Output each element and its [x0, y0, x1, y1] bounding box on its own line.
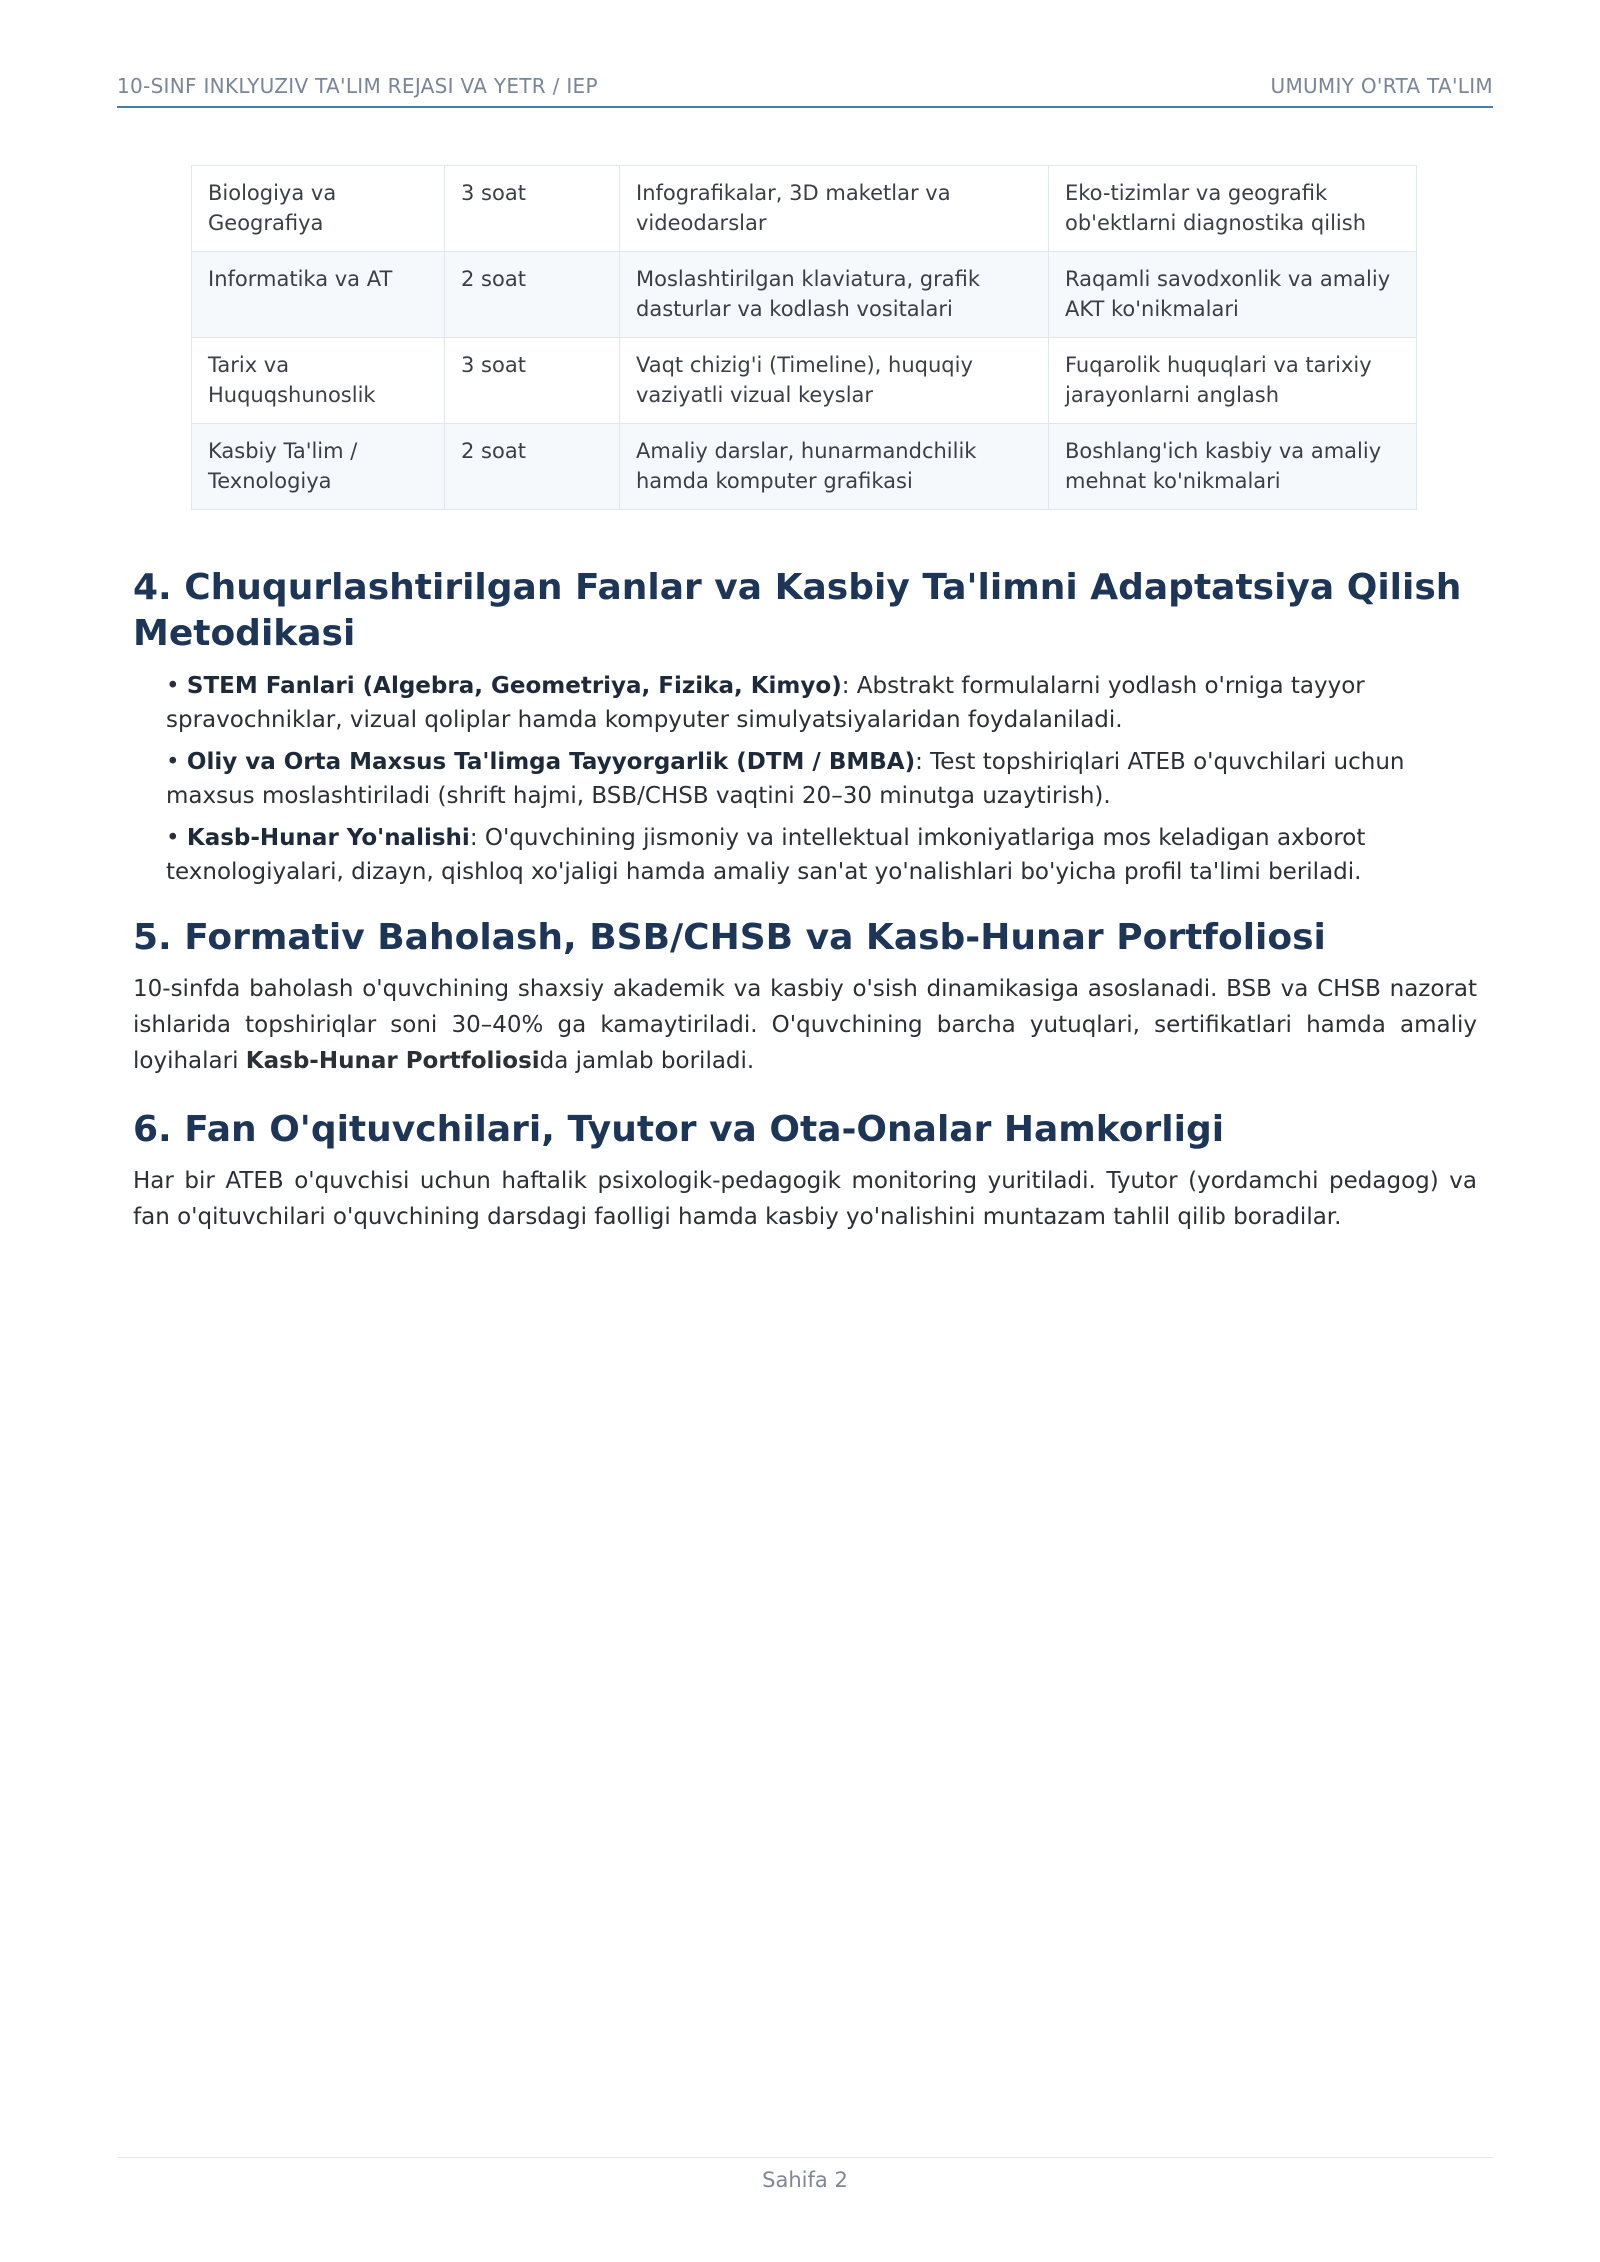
bullet-item: • Oliy va Orta Maxsus Ta'limga Tayyorgarlik (DTM / BMBA): Test topshiriqlari ATEB o'quvchilari uchun maxsus moslashtiriladi (shrift hajmi, BSB/CHSB vaqtini 20–30 minutga uzaytirish). [166, 749, 1405, 809]
section-6-heading: 6. Fan O'qituvchilari, Tyutor va Ota-Onalar Hamkorligi [133, 1109, 1225, 1150]
table-row [192, 166, 1417, 252]
table-cell-goal: Eko-tizimlar va geografik ob'ektlarni diagnostika qilish [1049, 166, 1417, 252]
table-cell-hours: 2 soat [445, 424, 620, 510]
main-content [133, 565, 1477, 1235]
table-cell-subject: Kasbiy Ta'lim / Texnologiya [192, 424, 445, 510]
section-5 [133, 915, 1477, 1079]
page-number: Sahifa 2 [762, 2168, 848, 2192]
table-cell-methods: Infografikalar, 3D maketlar va videodarslar [620, 166, 1049, 252]
bullet-item: • Kasb-Hunar Yo'nalishi: O'quvchining jismoniy va intellektual imkoniyatlariga mos keladigan axborot texnologiyalari, dizayn, qishloq xo'jaligi hamda amaliy san'at yo'nalishlari bo'yicha profil ta'limi beriladi. [166, 825, 1366, 885]
page-footer [117, 2157, 1493, 2192]
table-cell-subject: Biologiya va Geografiya [192, 166, 445, 252]
table-row [192, 252, 1417, 338]
table-cell-methods: Amaliy darslar, hunarmandchilik hamda komputer grafikasi [620, 424, 1049, 510]
header-category: UMUMIY O'RTA TA'LIM [1270, 74, 1493, 98]
paragraph-text: da jamlab boriladi. [539, 1048, 755, 1074]
bullet-text: : Abstrakt formulalarni yodlash o'rniga tayyor spravochniklar, vizual qoliplar hamda kompyuter simulyatsiyalaridan foydalaniladi. [166, 673, 1365, 733]
bullet-text: : O'quvchining jismoniy va intellektual imkoniyatlariga mos keladigan axborot texnologiyalari, dizayn, qishloq xo'jaligi hamda amaliy san'at yo'nalishlari bo'yicha profil ta'limi beriladi. [166, 825, 1366, 885]
section-4 [133, 565, 1477, 889]
running-header [117, 74, 1493, 108]
table-cell-hours: 3 soat [445, 338, 620, 424]
table-row [192, 424, 1417, 510]
section-6-paragraph: Har bir ATEB o'quvchisi uchun haftalik psixologik-pedagogik monitoring yuritiladi. Tyutor (yordamchi pedagog) va fan o'qituvchilari o'quvchining darsdagi faolligi hamda kasbiy yo'nalishini muntazam tahlil qilib boradilar. [133, 1168, 1477, 1230]
section-4-bullet-list [133, 669, 1477, 889]
section-5-heading: 5. Formativ Baholash, BSB/CHSB va Kasb-Hunar Portfoliosi [133, 917, 1326, 958]
bullet-term: Kasb-Hunar Yo'nalishi [186, 825, 470, 851]
table-cell-subject: Informatika va AT [192, 252, 445, 338]
subjects-table [191, 165, 1417, 510]
table-cell-goal: Boshlang'ich kasbiy va amaliy mehnat ko'nikmalari [1049, 424, 1417, 510]
section-4-heading: 4. Chuqurlashtirilgan Fanlar va Kasbiy Ta'limni Adaptatsiya Qilish Metodikasi [133, 567, 1462, 654]
bullet-term: STEM Fanlari (Algebra, Geometriya, Fizika, Kimyo) [186, 673, 842, 699]
table-cell-hours: 3 soat [445, 166, 620, 252]
table-cell-hours: 2 soat [445, 252, 620, 338]
section-6 [133, 1107, 1477, 1235]
paragraph-text: 10-sinfda baholash o'quvchining shaxsiy akademik va kasbiy o'sish dinamikasiga asoslanadi. BSB va CHSB nazorat ishlarida topshiriqlar soni 30–40% ga kamaytiriladi. O'quvchining barcha yutuqlari, sertifikatlari hamda amaliy loyihalari [133, 976, 1477, 1074]
bullet-item: • STEM Fanlari (Algebra, Geometriya, Fizika, Kimyo): Abstrakt formulalarni yodlash o'rniga tayyor spravochniklar, vizual qoliplar hamda kompyuter simulyatsiyalaridan foydalaniladi. [166, 673, 1365, 733]
bullet-term: Oliy va Orta Maxsus Ta'limga Tayyorgarlik (DTM / BMBA) [186, 749, 916, 775]
header-document-title: 10-SINF INKLYUZIV TA'LIM REJASI VA YETR / IEP [117, 74, 598, 98]
table-cell-goal: Raqamli savodxonlik va amaliy AKT ko'nikmalari [1049, 252, 1417, 338]
table-cell-subject: Tarix va Huquqshunoslik [192, 338, 445, 424]
table-cell-methods: Moslashtirilgan klaviatura, grafik dasturlar va kodlash vositalari [620, 252, 1049, 338]
table-cell-methods: Vaqt chizig'i (Timeline), huquqiy vaziyatli vizual keyslar [620, 338, 1049, 424]
table-row [192, 338, 1417, 424]
paragraph-emphasis: Kasb-Hunar Portfoliosi [245, 1048, 540, 1074]
section-5-paragraph [133, 971, 1477, 1079]
table-cell-goal: Fuqarolik huquqlari va tarixiy jarayonlarni anglash [1049, 338, 1417, 424]
bullet-text: : Test topshiriqlari ATEB o'quvchilari uchun maxsus moslashtiriladi (shrift hajmi, BSB/CHSB vaqtini 20–30 minutga uzaytirish). [166, 749, 1405, 809]
